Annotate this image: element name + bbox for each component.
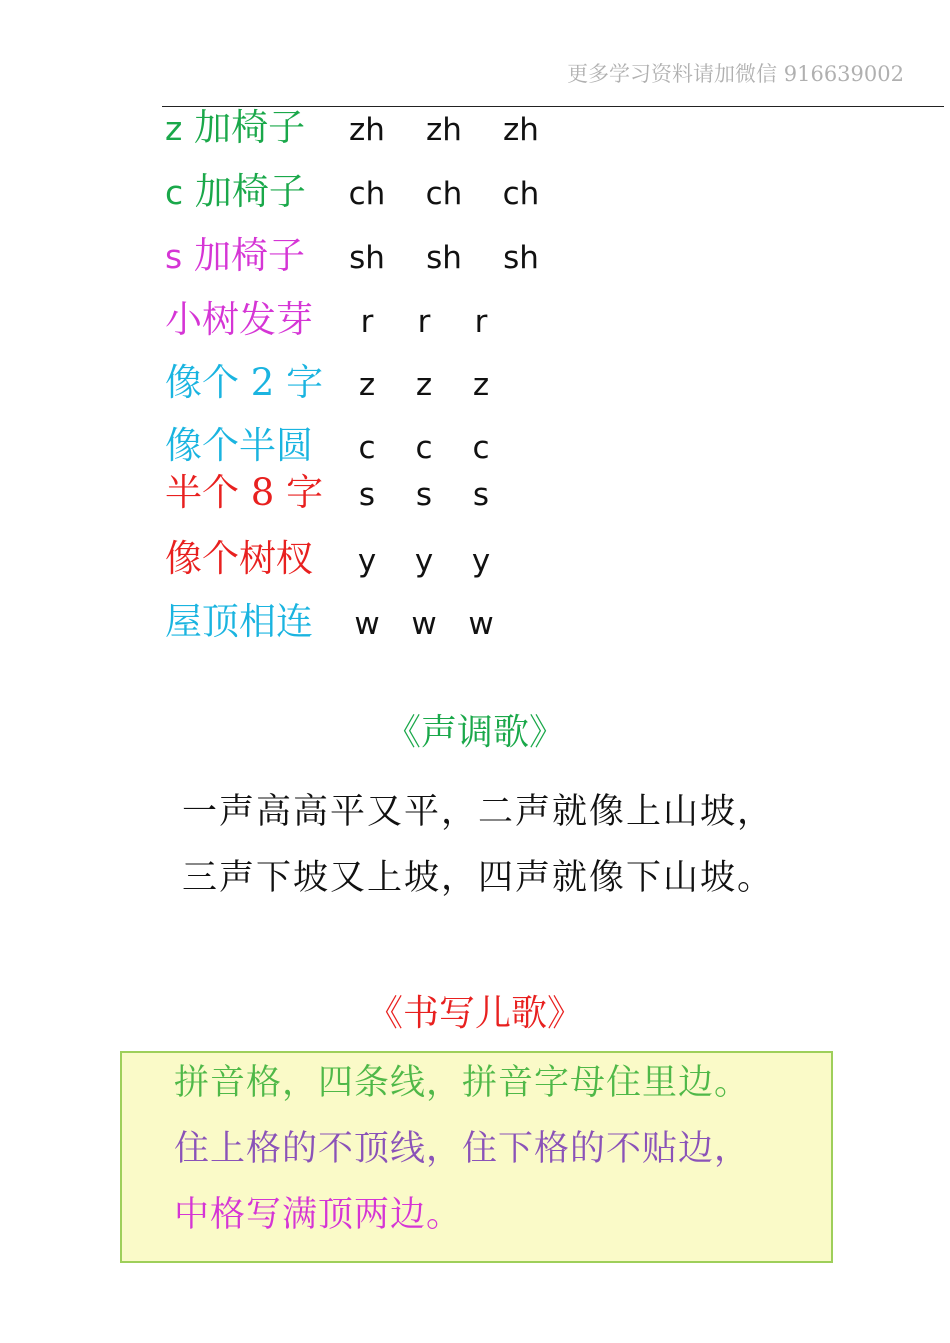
pinyin-letter: r: [417, 304, 431, 340]
pinyin-letter: y: [357, 543, 377, 579]
pinyin-letter: ch: [348, 176, 386, 212]
pinyin-letter: w: [411, 606, 437, 642]
pinyin-letter: ch: [502, 176, 540, 212]
pinyin-letter: zh: [349, 112, 385, 148]
pinyin-letter: z: [358, 367, 376, 403]
watermark-header: 更多学习资料请加微信 916639002: [567, 62, 904, 86]
row-mnemonic: 加椅子: [194, 106, 306, 149]
tone-song-line: 一声高高平又平，二声就像上山坡，: [182, 792, 775, 832]
pinyin-letter: s: [415, 477, 433, 513]
row-label: 小树发芽: [165, 298, 313, 341]
pinyin-letter: zh: [503, 112, 539, 148]
pinyin-letter: y: [471, 543, 491, 579]
pinyin-letter: s: [358, 477, 376, 513]
row-lead-letter: c: [165, 173, 184, 212]
row-label: 屋顶相连: [165, 600, 313, 643]
pinyin-letter: r: [474, 304, 488, 340]
pinyin-letter: r: [360, 304, 374, 340]
row-lead-letter: s: [165, 237, 183, 276]
row-mnemonic: 加椅子: [193, 234, 305, 277]
pinyin-letter: c: [472, 430, 490, 466]
pinyin-letter: sh: [426, 240, 462, 276]
pinyin-letter: s: [472, 477, 490, 513]
row-label: [165, 106, 305, 151]
row-lead-letter: z: [165, 109, 183, 148]
pinyin-letter: sh: [503, 240, 539, 276]
writing-song-line: 中格写满顶两边。: [174, 1195, 463, 1235]
pinyin-letter: w: [468, 606, 494, 642]
writing-song-title: 《书写儿歌》: [366, 993, 583, 1034]
pinyin-letter: ch: [425, 176, 463, 212]
row-label: 像个半圆: [165, 424, 313, 467]
pinyin-letter: w: [354, 606, 380, 642]
writing-song-box: [120, 1051, 833, 1263]
pinyin-letter: zh: [426, 112, 462, 148]
pinyin-letter: y: [414, 543, 434, 579]
row-label: 半个 8 字: [165, 471, 324, 514]
writing-song-line: 拼音格，四条线，拼音字母住里边。: [174, 1063, 751, 1103]
pinyin-letter: c: [358, 430, 376, 466]
row-label: 像个树杈: [165, 537, 313, 580]
pinyin-letter: sh: [349, 240, 385, 276]
row-label: 像个 2 字: [165, 361, 324, 404]
tone-song-line: 三声下坡又上坡，四声就像下山坡。: [182, 858, 775, 898]
writing-song-line: 住上格的不顶线，住下格的不贴边，: [174, 1129, 751, 1169]
pinyin-letter: z: [415, 367, 433, 403]
tone-song-title: 《声调歌》: [384, 712, 565, 753]
pinyin-letter: c: [415, 430, 433, 466]
pinyin-letter: z: [472, 367, 490, 403]
row-mnemonic: 加椅子: [194, 170, 306, 213]
row-label: [165, 170, 306, 215]
row-label: [165, 234, 305, 279]
